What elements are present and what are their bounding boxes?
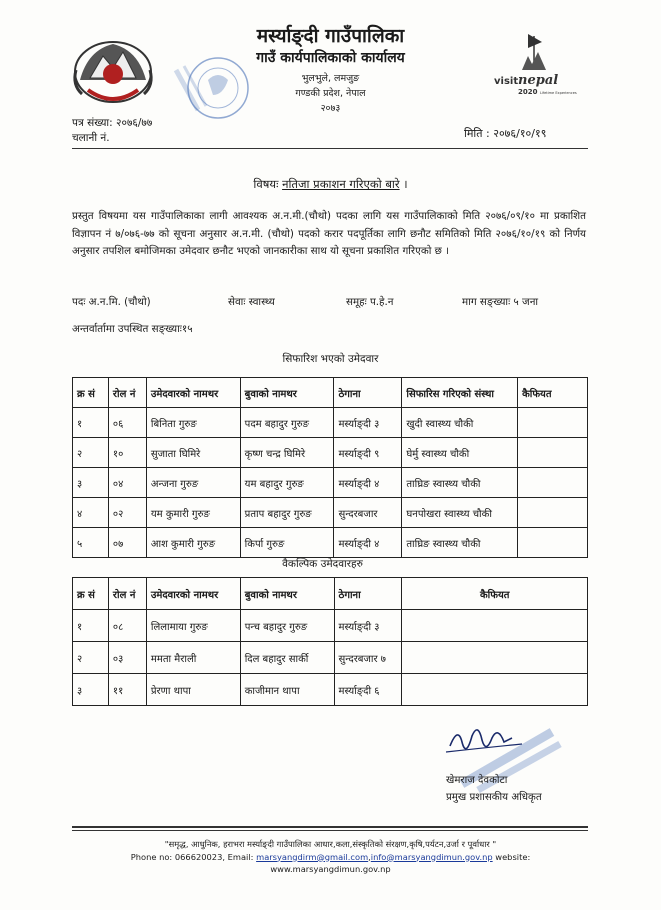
col-candidate: उमेदवारको नामथर [146, 378, 240, 408]
table-row [73, 674, 588, 706]
col-candidate: उमेदवारको नामथर [146, 578, 240, 610]
cell-roll: ०३ [108, 642, 146, 674]
col-roll: रोल नं [108, 378, 146, 408]
cell-serial: ३ [73, 674, 109, 706]
cell-father: यम बहादुर गुरुङ [240, 468, 334, 498]
visit-nepal-2020-logo [488, 28, 577, 100]
cell-candidate: ममता मैराली [146, 642, 240, 674]
col-father: बुवाको नामथर [240, 578, 334, 610]
issue-date: मिति : २०७६/१०/१९ [464, 127, 547, 140]
table-header-row [73, 378, 588, 408]
cell-father: प्रताप बहादुर गुरुङ [240, 498, 334, 528]
attendance-count: अन्तर्वार्तामा उपस्थित सङ्ख्याः१५ [72, 323, 193, 335]
table-row [73, 642, 588, 674]
email-link-1[interactable]: marsyangdirm@gmail.com [256, 851, 369, 862]
signatory-name [446, 772, 542, 806]
cell-father: किर्पा गुरुङ [240, 528, 334, 558]
cell-roll: ०६ [108, 408, 146, 438]
cell-serial: ४ [73, 498, 109, 528]
cell-address: सुन्दरबजार [334, 498, 402, 528]
office-subtitle: गाउँ कार्यपालिकाको कार्यालय [256, 50, 405, 66]
footer-motto: "समृद्ध, आधुनिक, हराभरा मर्स्याङ्दी गाउँपालिका आधार,कला,संस्कृतिको संरक्षण,कृषि,पर्यटन,उर्जा र पूर्वाधार " [164, 839, 497, 849]
cell-candidate: आश कुमारी गुरुङ [146, 528, 240, 558]
cell-serial: १ [73, 610, 109, 642]
notice-body: प्रस्तुत विषयमा यस गाउँपालिकाका लागी आवश्यक अ.न.मी.(चौथो) पदका लागि यस गाउँपालिकाको मिति २०७६/०९/१० मा प्रकाशित विज्ञापन नं ७/०७६-७७ को सूचना अनुसार अ.न.मी. (चौथो) पदको करार पदपूर्तिका लागि छनौट समितिको मिति २०७६/१०/१९ को निर्णय अनुसार तपशिल बमोजिमका उमेदवार छनौट भएको जानकारीका साथ यो सूचना प्रकाशित गरिएको छ । [72, 210, 586, 257]
col-address: ठेगाना [334, 378, 402, 408]
table-row [73, 468, 588, 498]
col-institution: सिफारिस गरिएको संस्था [402, 378, 518, 408]
cell-candidate: लिलामाया गुरुङ [146, 610, 240, 642]
col-serial: क्र सं [73, 378, 109, 408]
cell-candidate: बिनिता गुरुङ [146, 408, 240, 438]
cell-remarks [402, 674, 588, 706]
address-line-1: भुलभुले, लमजुङ [301, 73, 360, 84]
post-label: पदः अ.न.मि. (चौथो) [72, 296, 151, 308]
cell-roll: ०४ [108, 468, 146, 498]
municipality-title: मर्स्याङ्दी गाउँपालिका [256, 25, 405, 47]
cell-institution: ताघ्रिङ स्वास्थ्य चौकी [402, 468, 518, 498]
svg-text:nepal: nepal [518, 73, 559, 88]
svg-text:Lifetime Experiences: Lifetime Experiences [540, 91, 577, 95]
cell-remarks [402, 642, 588, 674]
recommended-candidates-table [72, 377, 588, 558]
cell-candidate: अन्जना गुरुङ [146, 468, 240, 498]
cell-address: मर्स्याङ्दी ४ [334, 468, 402, 498]
signatory-title: प्रमुख प्रशासकीय अधिकृत [446, 792, 542, 803]
subject-text: नतिजा प्रकाशन गरिएको बारे [282, 177, 400, 191]
cell-institution: घनपोखरा स्वास्थ्य चौकी [402, 498, 518, 528]
group-label: समूहः प.हे.न [346, 296, 394, 308]
subject-line [0, 177, 661, 192]
cell-father: पदम बहादुर गुरुङ [240, 408, 334, 438]
footer-website[interactable]: www.marsyangdimun.gov.np [270, 864, 391, 874]
cell-serial: ३ [73, 468, 109, 498]
alternate-caption: वैकल्पिक उमेदवारहरु [282, 558, 363, 570]
footer-divider-thin [72, 830, 588, 831]
cell-father: काजीमान थापा [240, 674, 334, 706]
cell-address: मर्स्याङ्दी ६ [334, 674, 402, 706]
cell-remarks [518, 528, 588, 558]
letter-number: पत्र संख्या: २०७६/७७ [72, 117, 153, 129]
address-line-2: गण्डकी प्रदेश, नेपाल [295, 88, 366, 99]
footer-phone: Phone no: 066620023, Email: [130, 851, 254, 862]
cell-address: मर्स्याङ्दी ३ [334, 408, 402, 438]
footer-divider-thick [72, 826, 588, 828]
cell-father: कृष्ण चन्द्र घिमिरे [240, 438, 334, 468]
email-link-2[interactable]: info@marsyangdimun.gov.np [370, 851, 493, 862]
cell-father: पन्च बहादुर गुरुङ [240, 610, 334, 642]
table-row [73, 438, 588, 468]
subject-label: विषयः [253, 177, 279, 191]
cell-institution: घेर्मु स्वास्थ्य चौकी [402, 438, 518, 468]
table-row [73, 610, 588, 642]
cell-serial: १ [73, 408, 109, 438]
header-divider [72, 148, 588, 149]
cell-remarks [518, 438, 588, 468]
footer-contact: Phone no: 066620023, Email: marsyangdirm@gmail.com,info@marsyangdimun.gov.np website: [130, 851, 531, 862]
table-header-row [73, 578, 588, 610]
cell-address: मर्स्याङ्दी ३ [334, 610, 402, 642]
alternate-candidates-table [72, 577, 588, 706]
col-remarks: कैफियत [402, 578, 588, 610]
cell-institution: ताघ्रिङ स्वास्थ्य चौकी [402, 528, 518, 558]
cell-roll: ०७ [108, 528, 146, 558]
service-label: सेवाः स्वास्थ्य [228, 296, 275, 308]
cell-remarks [402, 610, 588, 642]
cell-roll: ०२ [108, 498, 146, 528]
cell-candidate: यम कुमारी गुरुङ [146, 498, 240, 528]
cell-father: दिल बहादुर सार्की [240, 642, 334, 674]
svg-text:2020: 2020 [518, 88, 538, 96]
col-roll: रोल नं [108, 578, 146, 610]
cell-address: सुन्दरबजार ७ [334, 642, 402, 674]
col-serial: क्र सं [73, 578, 109, 610]
svg-text:visit: visit [494, 76, 519, 87]
established-year: २०७३ [320, 103, 341, 114]
cell-institution: खुदी स्वास्थ्य चौकी [402, 408, 518, 438]
cell-remarks [518, 498, 588, 528]
table-row [73, 408, 588, 438]
recommended-caption: सिफारिश भएको उमेदवार [282, 353, 379, 365]
cell-roll: ११ [108, 674, 146, 706]
footer [0, 838, 661, 876]
cell-serial: २ [73, 438, 109, 468]
subject-end: । [403, 177, 408, 191]
footer-website-label: website: [495, 851, 531, 862]
cell-serial: २ [73, 642, 109, 674]
cell-address: मर्स्याङ्दी ९ [334, 438, 402, 468]
signatory-name-text: खेमराज देवकोटा [446, 775, 508, 786]
cell-roll: ०८ [108, 610, 146, 642]
col-remarks: कैफियत [518, 378, 588, 408]
cell-address: मर्स्याङ्दी ४ [334, 528, 402, 558]
cell-serial: ५ [73, 528, 109, 558]
col-address: ठेगाना [334, 578, 402, 610]
demand-label: माग सङ्ख्याः ५ जना [462, 296, 539, 308]
table-row [73, 528, 588, 558]
cell-remarks [518, 468, 588, 498]
table-row [73, 498, 588, 528]
cell-roll: १० [108, 438, 146, 468]
col-father: बुवाको नामथर [240, 378, 334, 408]
cell-candidate: सुजाता घिमिरे [146, 438, 240, 468]
dispatch-number: चलानी नं. [72, 132, 110, 144]
cell-remarks [518, 408, 588, 438]
cell-candidate: प्रेरणा थापा [146, 674, 240, 706]
